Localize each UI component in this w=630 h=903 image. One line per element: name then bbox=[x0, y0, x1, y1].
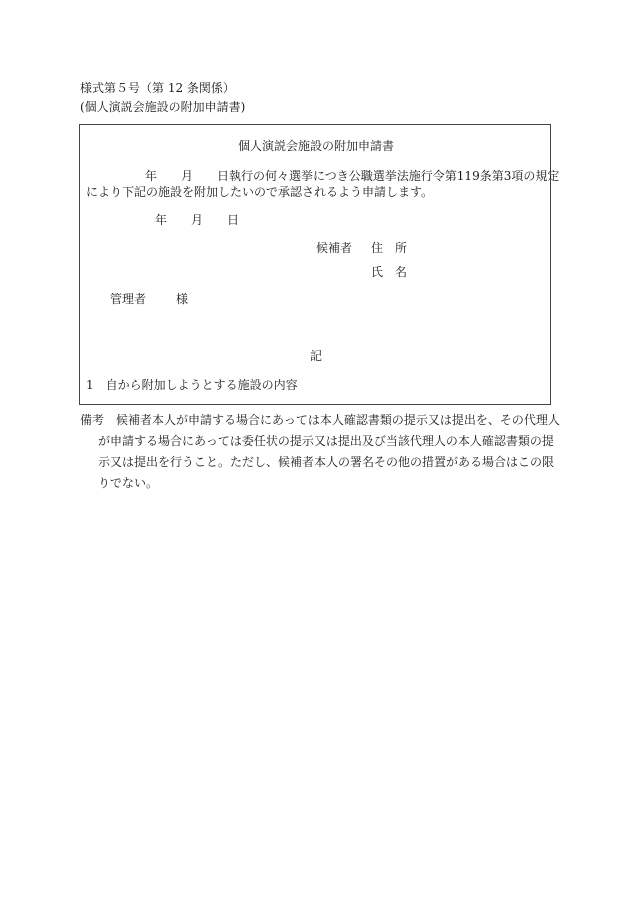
body-line-1-text: 日執行の何々選挙につき公職選挙法施行令第119条第3項の規定 bbox=[217, 169, 560, 183]
remarks-line-1: 候補者本人が申請する場合にあっては本人確認書類の提示又は提出を、その代理人 bbox=[116, 413, 560, 427]
addressee-suffix: 様 bbox=[176, 292, 189, 306]
application-form-box bbox=[79, 124, 560, 405]
date-month: 月 bbox=[191, 213, 204, 227]
item-1: 1 自から附加しようとする施設の内容 bbox=[86, 378, 298, 392]
date-day: 日 bbox=[227, 213, 240, 227]
application-date bbox=[155, 214, 239, 226]
remarks-line-4: りでない。 bbox=[98, 476, 159, 490]
ki-heading: 記 bbox=[309, 349, 322, 363]
form-number: 様式第５号（第 12 条関係） bbox=[80, 81, 235, 95]
form-title: 個人演説会施設の附加申請書 bbox=[237, 139, 394, 153]
remarks-label: 備考 bbox=[80, 413, 105, 427]
body-month: 月 bbox=[181, 169, 194, 183]
body-year: 年 bbox=[145, 169, 158, 183]
body-line-1 bbox=[145, 170, 559, 182]
form-name: (個人演説会施設の附加申請書) bbox=[80, 100, 246, 114]
date-year: 年 bbox=[155, 213, 168, 227]
addressee: 管理者 bbox=[110, 292, 147, 306]
body-line-2: により下記の施設を附加したいので承認されるよう申請します。 bbox=[86, 185, 434, 199]
remarks-line-2: が申請する場合にあっては委任状の提示又は提出及び当該代理人の本人確認書類の提 bbox=[98, 434, 554, 448]
remarks-line-3: 示又は提出を行うこと。ただし、候補者本人の署名その他の措置がある場合はこの限 bbox=[98, 455, 555, 469]
name-label: 氏 名 bbox=[371, 265, 408, 279]
remarks bbox=[80, 410, 558, 494]
address-label: 住 所 bbox=[371, 241, 408, 255]
candidate-label: 候補者 bbox=[316, 241, 353, 255]
candidate-address-row bbox=[316, 242, 407, 254]
addressee-row bbox=[110, 293, 188, 305]
